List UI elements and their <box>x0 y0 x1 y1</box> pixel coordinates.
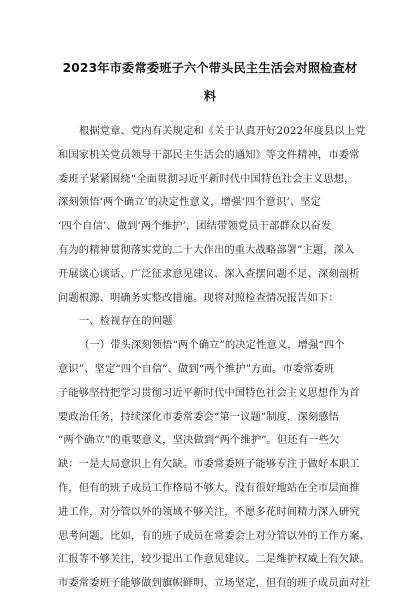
body-line: 和国家机关党员领导干部民主生活会的通知》等文件精神，市委常 <box>58 148 360 161</box>
body-line: 市委常委班子能够做到旗帜鲜明、立场坚定，但有的班子成员面对社 <box>58 577 370 590</box>
body-line: 问题根源、明确务实整改措施。现将对照检查情况报告如下： <box>58 291 339 304</box>
body-line: 委班子紧紧围绕“全面贯彻习近平新时代中国特色社会主义思想， <box>58 172 355 185</box>
body-line: 开展谈心谈话、广泛征求意见建议、深入查摆问题不足、深刻剖析 <box>58 267 360 280</box>
body-line: “两个确立”的重要意义，坚决做到“两个维护”。但还有一些欠 <box>58 434 340 447</box>
title-line-1: 2023年市委常委班子六个带头民主生活会对照检查材 <box>62 61 358 75</box>
title-line-2: 料 <box>203 89 217 103</box>
body-line: 思考问题。比如，有的班子成员在常委会上对分管以外的工作方案、 <box>58 529 370 542</box>
document-body <box>58 120 370 596</box>
section-heading: 一、检视存在的问题 <box>79 315 173 328</box>
body-line: ‘四个自信’、做到‘两个维护’，团结带领党员干部群众以奋发 <box>58 220 332 233</box>
body-line: 缺：一是大局意识上有欠缺。市委常委班子能够专注于做好本职工 <box>58 458 360 471</box>
body-line: 汇报等不够关注，较少提出工作意见建议。二是维护权威上有欠缺。 <box>58 553 370 566</box>
body-line: 根据党章、党内有关规定和《关于认真开好2022年度县以上党 <box>79 125 366 137</box>
body-line: 有为的精神贯彻落实党的二十大作出的重大战略部署”主题，深入 <box>58 243 355 256</box>
body-line: 深刻领悟‘两个确立’的决定性意义，增强‘四个意识’、坚定 <box>58 196 322 209</box>
body-line: 进工作，对分管以外的领域不够关注，不愿多花时间精力深入研究 <box>58 505 360 518</box>
body-line: 意识”、坚定“四个自信”、做到“两个维护”方面。市委常委班 <box>58 362 335 375</box>
body-line: 要政治任务，持续深化市委常委会“第一议题”制度，深刻感悟 <box>58 410 340 423</box>
body-line: 子能够坚持把学习贯彻习近平新时代中国特色社会主义思想作为首 <box>58 386 360 399</box>
document-title <box>60 54 360 110</box>
body-line: （一）带头深刻领悟“两个确立”的决定性意义，增强“四个 <box>79 339 345 352</box>
body-line: 作，但有的班子成员工作格局不够大，没有很好地站在全市层面推 <box>58 481 360 494</box>
